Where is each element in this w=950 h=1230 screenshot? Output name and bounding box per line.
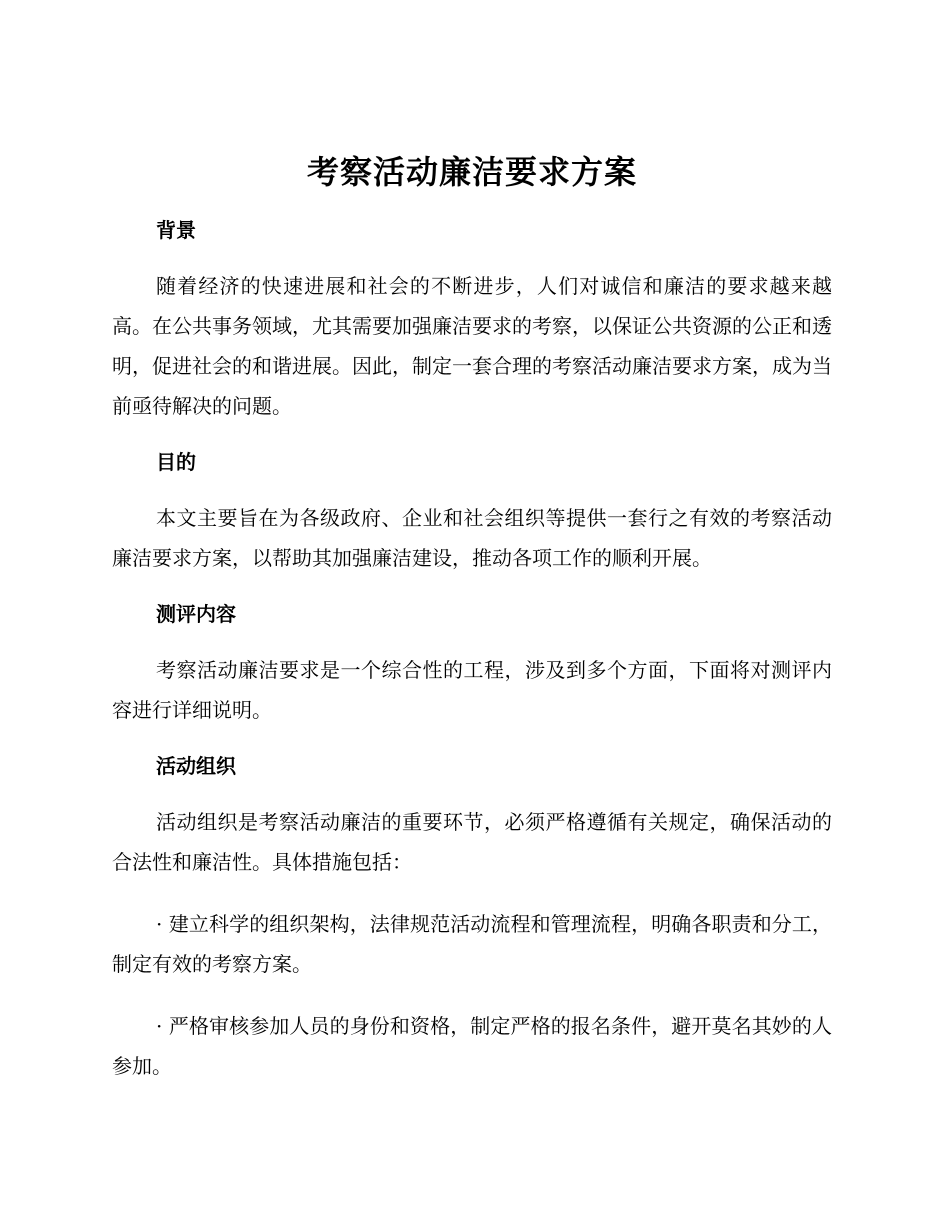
document-page bbox=[112, 150, 832, 1086]
organization-paragraph: 活动组织是考察活动廉洁的重要环节，必须严格遵循有关规定，确保活动的合法性和廉洁性。具体措施包括： bbox=[112, 810, 832, 874]
organization-bullet-2: · 严格审核参加人员的身份和资格，制定严格的报名条件，避开莫名其妙的人参加。 bbox=[112, 1014, 832, 1078]
document-title: 考察活动廉洁要求方案 bbox=[306, 153, 637, 191]
section-heading-background: 背景 bbox=[156, 218, 196, 242]
section-heading-purpose: 目的 bbox=[156, 450, 196, 474]
section-heading-organization: 活动组织 bbox=[156, 754, 236, 778]
background-paragraph: 随着经济的快速进展和社会的不断进步，人们对诚信和廉洁的要求越来越高。在公共事务领域，尤其需要加强廉洁要求的考察，以保证公共资源的公正和透明，促进社会的和谐进展。因此，制定一套合理的考察活动廉洁要求方案，成为当前亟待解决的问题。 bbox=[112, 274, 832, 418]
evaluation-paragraph: 考察活动廉洁要求是一个综合性的工程，涉及到多个方面，下面将对测评内容进行详细说明。 bbox=[112, 658, 832, 722]
organization-bullet-1: · 建立科学的组织架构，法律规范活动流程和管理流程，明确各职责和分工，制定有效的考察方案。 bbox=[112, 912, 832, 976]
purpose-paragraph: 本文主要旨在为各级政府、企业和社会组织等提供一套行之有效的考察活动廉洁要求方案，以帮助其加强廉洁建设，推动各项工作的顺利开展。 bbox=[112, 506, 832, 570]
section-heading-evaluation: 测评内容 bbox=[156, 602, 236, 626]
